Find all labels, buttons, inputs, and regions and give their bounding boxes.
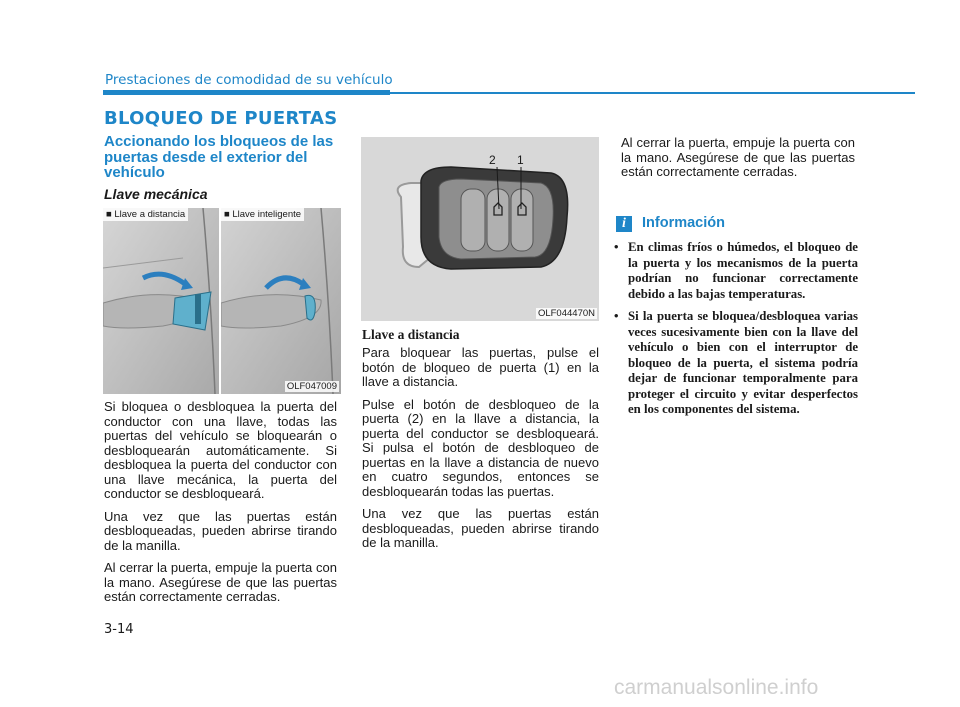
paragraph: Al cerrar la puerta, empuje la puerta con la mano. Asegúrese de que las puertas están correctamente cerradas.: [104, 560, 337, 604]
mechanical-key-heading: Llave mecánica: [104, 186, 208, 202]
header-rule-thin: [390, 92, 915, 94]
door-lock-photo-remote: [103, 208, 219, 394]
watermark: carmanualsonline.info: [614, 676, 819, 699]
info-list: [614, 240, 858, 425]
info-item: • Si la puerta se bloquea/desbloquea varias veces sucesivamente bien con la llave del vehículo o bien con el interruptor de bloqueo de la puerta, el sistema podría dejar de funcionar temporalmente para proteger el circuito y evitar desperfectos en los componentes del sistema.: [614, 309, 858, 418]
image-code-door: OLF047009: [286, 381, 337, 392]
paragraph: Una vez que las puertas están desbloqueadas, pueden abrirse tirando de la manilla.: [362, 506, 599, 550]
chapter-header: Prestaciones de comodidad de su vehículo: [105, 72, 393, 88]
paragraph: Una vez que las puertas están desbloqueadas, pueden abrirse tirando de la manilla.: [104, 508, 337, 553]
paragraph: Si bloquea o desbloquea la puerta del conductor con una llave, todas las puertas del vehículo se bloquearán o desbloquearán automáticamente. Si desbloquea la puerta del conductor con una llave mecánica, la puerta del conductor se desbloqueará.: [104, 399, 337, 501]
section-title: BLOQUEO DE PUERTAS: [104, 108, 338, 129]
door-lock-photo-smart: [221, 208, 341, 394]
door-close-text: [621, 136, 855, 188]
subsection-title: Accionando los bloqueos de las puertas desde el exterior del vehículo: [104, 133, 334, 181]
page-number: 3-14: [104, 622, 134, 637]
remote-key-photo: [361, 137, 599, 321]
image-code-remote: OLF044470N: [537, 308, 595, 319]
remote-key-text: [362, 346, 599, 559]
info-item: • En climas fríos o húmedos, el bloqueo de la puerta y los mecanismos de la puerta podrían no funcionar correctamente debido a las bajas temperaturas.: [614, 240, 858, 302]
callout-1: 1: [517, 153, 524, 167]
info-icon: i: [616, 216, 632, 232]
remote-key-heading: Llave a distancia: [362, 327, 460, 342]
paragraph: Al cerrar la puerta, empuje la puerta con la mano. Asegúrese de que las puertas están correctamente cerradas.: [621, 135, 855, 179]
callout-2: 2: [489, 153, 496, 167]
door-handle-illustration: [103, 208, 219, 394]
image-caption-smart: ■ Llave inteligente: [221, 208, 304, 221]
door-handle-smart-illustration: [221, 208, 341, 394]
header-rule-thick: [103, 90, 390, 95]
paragraph: Pulse el botón de desbloqueo de la puerta (2) en la llave a distancia, la puerta del conductor se desbloqueará. Si pulsa el botón de desbloqueo de puertas en la llave a distancia de nuevo en cuatro segundos, entonces se desbloquearán todas las puertas.: [362, 396, 599, 499]
mechanical-key-text: [104, 400, 337, 613]
paragraph: Para bloquear las puertas, pulse el botón de bloqueo de puerta (1) en la llave a distancia.: [362, 345, 599, 389]
info-title: Información: [642, 215, 725, 231]
image-caption-remote: ■ Llave a distancia: [103, 208, 188, 221]
remote-key-illustration: [361, 137, 599, 321]
